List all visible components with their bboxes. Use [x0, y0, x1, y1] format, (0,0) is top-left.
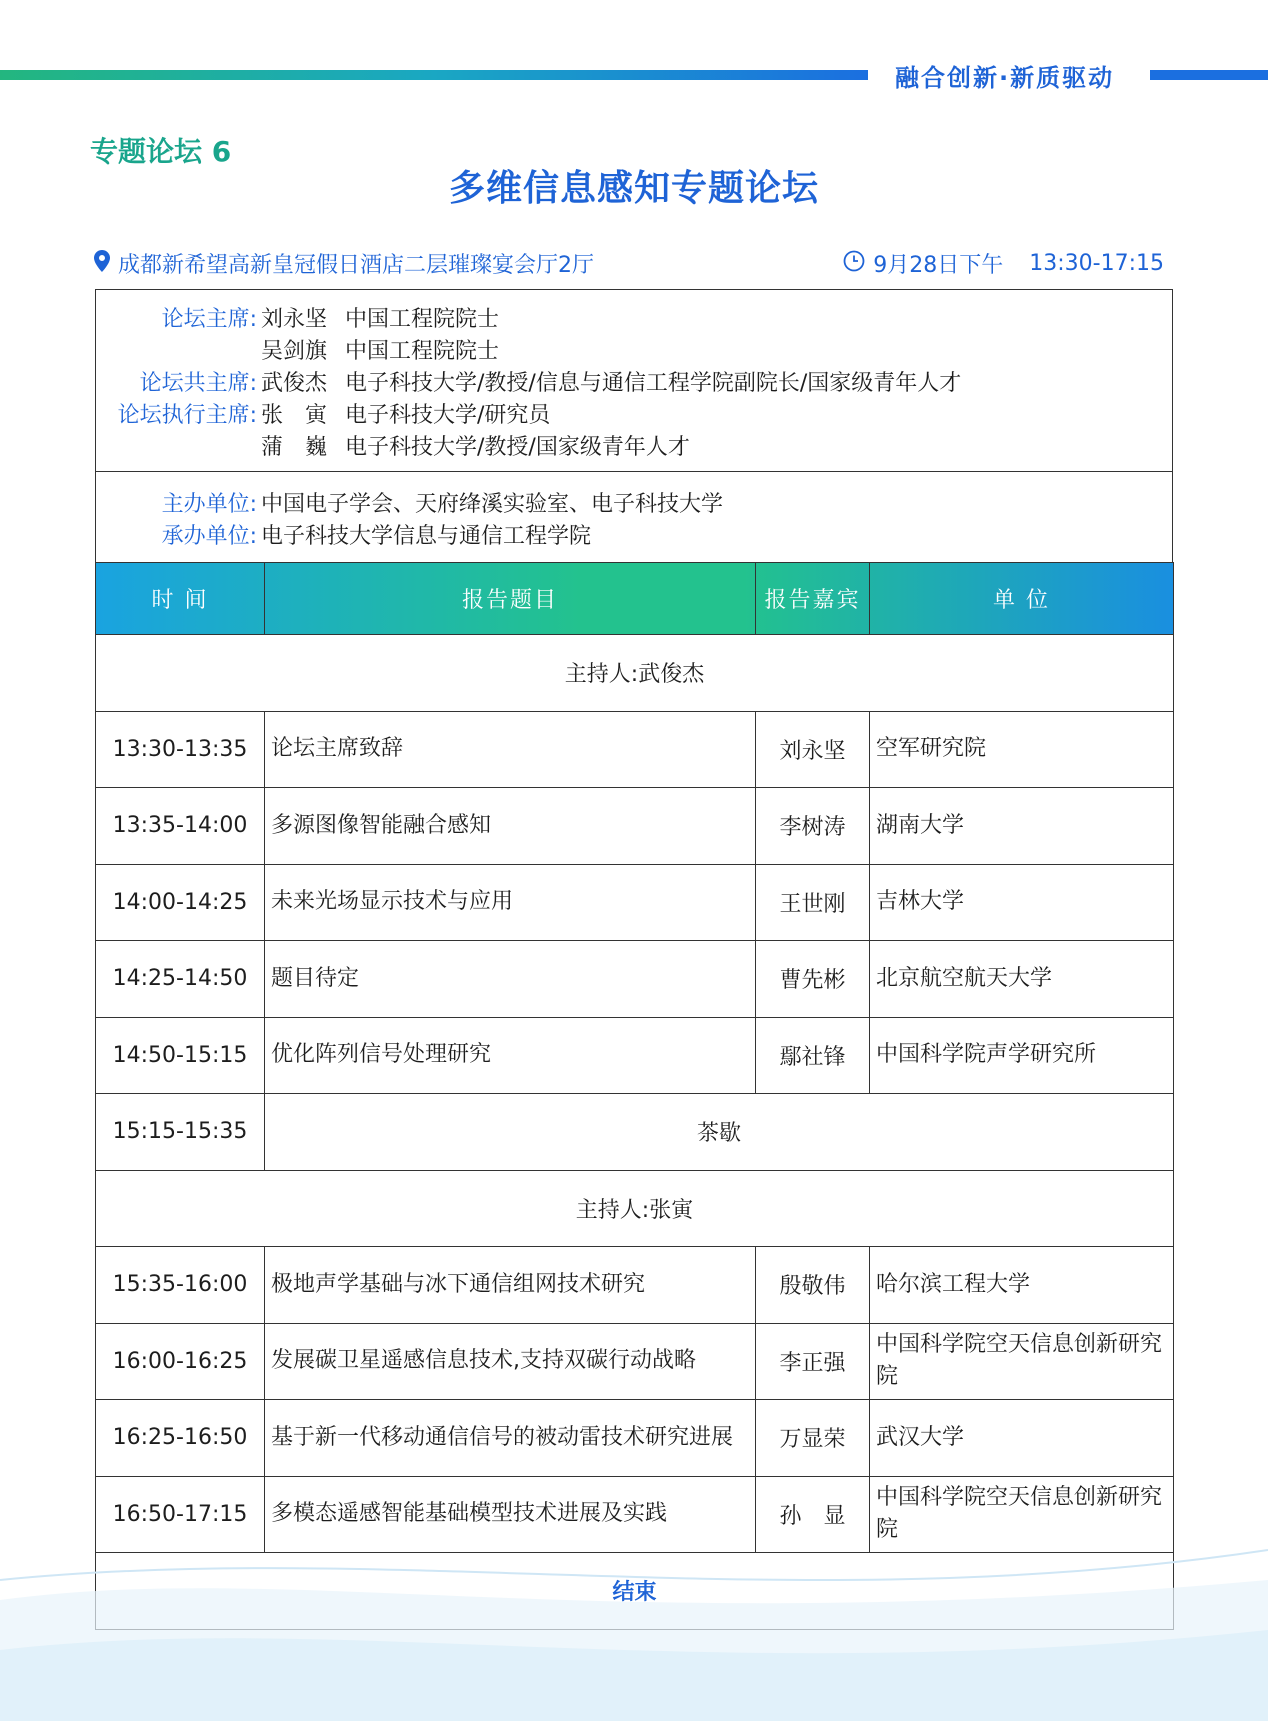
row-speaker: 曹先彬 [756, 941, 870, 1018]
break-time: 15:15-15:35 [96, 1094, 265, 1171]
co-chair-row [96, 365, 961, 397]
person-affiliation: 中国工程院院士 [345, 306, 500, 332]
row-time: 13:35-14:00 [96, 788, 265, 865]
row-title: 论坛主席致辞 [265, 711, 756, 788]
date-text: 9月28日下午 [873, 253, 1004, 278]
undertaker-label: 承办单位: [161, 523, 257, 549]
row-title: 题目待定 [265, 941, 756, 1018]
table-row [96, 1400, 1174, 1477]
table-row [96, 1017, 1174, 1094]
datetime-line [843, 248, 1164, 279]
chair-row [96, 301, 499, 333]
row-title: 未来光场显示技术与应用 [265, 864, 756, 941]
row-title: 优化阵列信号处理研究 [265, 1017, 756, 1094]
row-speaker: 王世刚 [756, 864, 870, 941]
end-label: 结束 [96, 1553, 1174, 1630]
row-title: 多模态遥感智能基础模型技术进展及实践 [265, 1476, 756, 1553]
person-name: 武俊杰 [261, 370, 328, 396]
row-organization: 吉林大学 [870, 864, 1174, 941]
header-speaker: 报告嘉宾 [756, 563, 870, 635]
organizers-panel [95, 471, 1173, 563]
decorative-waves [0, 1520, 1268, 1721]
session-host-row [96, 635, 1174, 712]
row-speaker: 刘永坚 [756, 711, 870, 788]
row-time: 13:30-13:35 [96, 711, 265, 788]
row-speaker: 鄢社锋 [756, 1017, 870, 1094]
row-time: 14:00-14:25 [96, 864, 265, 941]
row-organization: 中国科学院空天信息创新研究院 [870, 1323, 1174, 1400]
chair-label: 论坛主席: [161, 306, 257, 332]
exec-chair-label: 论坛执行主席: [117, 402, 257, 428]
host-label: 主办单位: [161, 491, 257, 517]
person-affiliation: 中国工程院院士 [345, 338, 500, 364]
person-affiliation: 电子科技大学/研究员 [345, 402, 551, 428]
row-title: 多源图像智能融合感知 [265, 788, 756, 865]
row-speaker: 李树涛 [756, 788, 870, 865]
break-label: 茶歇 [265, 1094, 1174, 1171]
table-row [96, 941, 1174, 1018]
undertaker-value: 电子科技大学信息与通信工程学院 [261, 523, 592, 549]
location-pin-icon [94, 250, 110, 278]
table-row [96, 1323, 1174, 1400]
table-row [96, 711, 1174, 788]
person-affiliation: 电子科技大学/教授/信息与通信工程学院副院长/国家级青年人才 [345, 370, 962, 396]
row-time: 16:25-16:50 [96, 1400, 265, 1477]
row-organization: 中国科学院声学研究所 [870, 1017, 1174, 1094]
row-organization: 哈尔滨工程大学 [870, 1247, 1174, 1324]
header-time: 时 间 [96, 563, 265, 635]
undertaker-row [96, 518, 591, 550]
venue-text: 成都新希望高新皇冠假日酒店二层璀璨宴会厅2厅 [118, 253, 594, 278]
session-host: 主持人:张寅 [96, 1170, 1174, 1247]
table-row [96, 788, 1174, 865]
chair-row [96, 333, 499, 365]
exec-chair-row [96, 397, 550, 429]
header-title: 报告题目 [265, 563, 756, 635]
person-affiliation: 电子科技大学/教授/国家级青年人才 [345, 434, 690, 460]
table-header-row [96, 563, 1174, 635]
person-name: 张 寅 [261, 402, 328, 428]
time-text: 13:30-17:15 [1029, 251, 1164, 276]
row-time: 15:35-16:00 [96, 1247, 265, 1324]
row-speaker: 孙 显 [756, 1476, 870, 1553]
row-speaker: 李正强 [756, 1323, 870, 1400]
row-title: 发展碳卫星遥感信息技术,支持双碳行动战略 [265, 1323, 756, 1400]
chairs-panel [95, 289, 1173, 472]
banner-slogan: 融合创新·新质驱动 [895, 64, 1115, 92]
row-title: 极地声学基础与冰下通信组网技术研究 [265, 1247, 756, 1324]
top-banner [0, 64, 1268, 92]
break-row [96, 1094, 1174, 1171]
row-title: 基于新一代移动通信信号的被动雷技术研究进展 [265, 1400, 756, 1477]
row-organization: 武汉大学 [870, 1400, 1174, 1477]
venue-line [94, 248, 594, 279]
header-organization: 单 位 [870, 563, 1174, 635]
host-row [96, 486, 723, 518]
row-time: 16:50-17:15 [96, 1476, 265, 1553]
row-organization: 湖南大学 [870, 788, 1174, 865]
row-organization: 中国科学院空天信息创新研究院 [870, 1476, 1174, 1553]
person-name: 刘永坚 [261, 306, 328, 332]
row-speaker: 殷敬伟 [756, 1247, 870, 1324]
banner-tail-bar [1150, 70, 1268, 80]
person-name: 吴剑旗 [261, 338, 328, 364]
clock-icon [843, 250, 865, 278]
person-name: 蒲 巍 [261, 434, 328, 460]
table-row [96, 1247, 1174, 1324]
row-organization: 空军研究院 [870, 711, 1174, 788]
row-time: 14:50-15:15 [96, 1017, 265, 1094]
row-time: 14:25-14:50 [96, 941, 265, 1018]
session-host-row [96, 1170, 1174, 1247]
table-row [96, 864, 1174, 941]
exec-chair-row [96, 429, 690, 461]
row-speaker: 万显荣 [756, 1400, 870, 1477]
schedule-table [95, 562, 1174, 1630]
row-organization: 北京航空航天大学 [870, 941, 1174, 1018]
co-chair-label: 论坛共主席: [139, 370, 257, 396]
forum-number: 专题论坛 6 [90, 135, 232, 168]
banner-gradient-bar [0, 70, 868, 80]
session-host: 主持人:武俊杰 [96, 635, 1174, 712]
host-value: 中国电子学会、天府绛溪实验室、电子科技大学 [261, 491, 724, 517]
forum-title: 多维信息感知专题论坛 [448, 168, 819, 209]
row-time: 16:00-16:25 [96, 1323, 265, 1400]
